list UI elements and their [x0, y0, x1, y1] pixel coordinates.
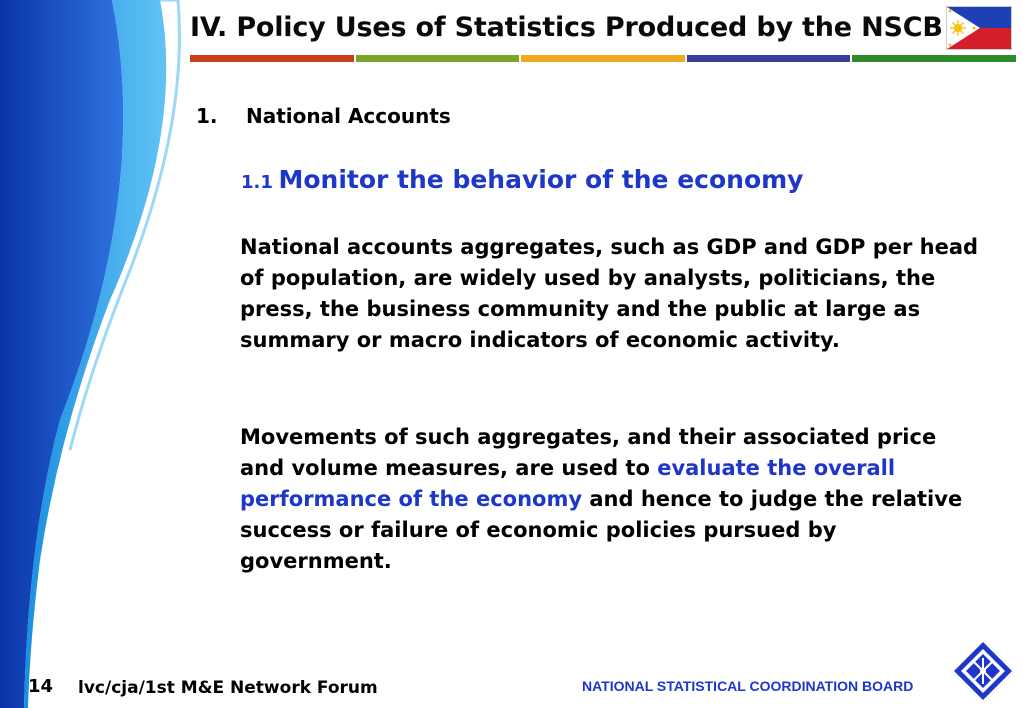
rule-segment-indigo [687, 55, 851, 62]
nscb-logo-icon [952, 640, 1014, 702]
left-decoration [0, 0, 200, 708]
rule-segment-darkgreen [852, 55, 1016, 62]
rule-segment-green [356, 55, 520, 62]
title-color-rule [190, 55, 1016, 62]
paragraph-text: Movements of such aggregates, and their associated price and volume measures, are used to [240, 425, 937, 480]
rule-segment-orange [521, 55, 685, 62]
section-title: National Accounts [246, 104, 451, 128]
paragraph-movements [240, 422, 985, 577]
section-heading [196, 104, 451, 128]
subsection-heading [241, 165, 803, 194]
highlight-text: evaluate the overall performance of the economy [240, 456, 896, 511]
page-number: 14 [28, 676, 54, 697]
slide-title: IV. Policy Uses of Statistics Produced by the NSCB [190, 12, 943, 43]
section-number: 1. [196, 104, 218, 128]
organization-name: NATIONAL STATISTICAL COORDINATION BOARD [582, 678, 914, 694]
rule-segment-red [190, 55, 354, 62]
paragraph-text: and hence to judge the relative success or failure of economic policies pursued by government. [240, 487, 963, 573]
subsection-number: 1.1 [241, 172, 273, 193]
footer-label: lvc/cja/1st M&E Network Forum [78, 678, 378, 698]
subsection-title: Monitor the behavior of the economy [278, 165, 804, 194]
philippine-flag-icon [946, 6, 1012, 50]
paragraph-national-accounts: National accounts aggregates, such as GDP and GDP per head of population, are widely used by analysts, politicians, the press, the business community and the public at large as summary or macro indicators of economic activity. [240, 235, 979, 352]
